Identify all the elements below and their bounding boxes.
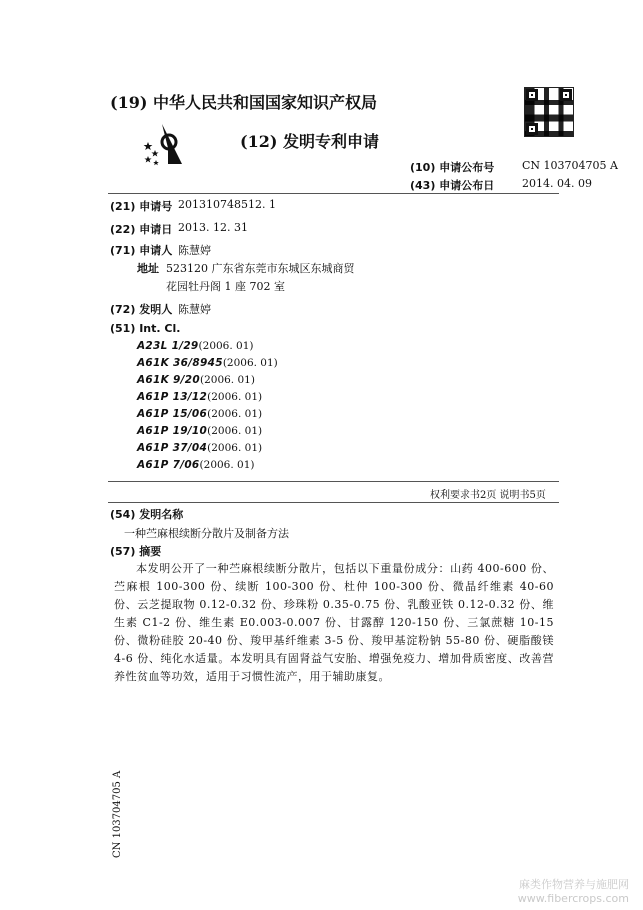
invention-title-label: (54) 发明名称 [110,508,184,521]
publication-date-label: (43) 申请公布日 [410,179,495,192]
ipc-code: A61K 36/8945 [137,357,223,369]
address-line-2: 花园牡丹阁 1 座 702 室 [166,280,285,293]
ipc-code: A61P 7/06 [137,459,200,471]
ipc-code: A61K 9/20 [137,374,200,386]
ipc-entry [137,459,255,471]
inventor-name: 陈慧婷 [178,303,211,316]
application-date-label: (22) 申请日 [110,223,173,236]
address-line-1: 523120 广东省东莞市东城区东城商贸 [166,262,355,275]
ipc-version: (2006. 01) [222,357,278,369]
application-date: 2013. 12. 31 [178,221,248,234]
address-label: 地址 [137,262,159,275]
ipc-entry [137,425,262,437]
ipc-version: (2006. 01) [207,425,263,437]
ipc-entry [137,374,255,386]
side-publication-number: CN 103704705 A [112,770,123,858]
publication-number: CN 103704705 A [522,159,618,172]
application-number: 201310748512. 1 [178,198,276,211]
inventor-label: (72) 发明人 [110,303,173,316]
ipc-entry [137,357,278,369]
ipc-version: (2006. 01) [199,459,255,471]
ipc-version: (2006. 01) [198,340,254,352]
ipc-version: (2006. 01) [199,374,255,386]
ipc-entry [137,442,262,454]
ipc-entry [137,391,262,403]
ipc-code: A61P 13/12 [137,391,208,403]
ipc-version: (2006. 01) [207,442,263,454]
ipc-code: A23L 1/29 [137,340,199,352]
publication-date: 2014. 04. 09 [522,177,592,190]
int-cl-label: (51) Int. Cl. [110,322,181,335]
document-type: (12) 发明专利申请 [240,132,379,151]
qr-code-icon [524,87,574,137]
cnipa-logo-icon [140,120,188,168]
divider-middle [108,481,559,482]
ipc-entry [137,408,262,420]
page-count-info: 权利要求书2页 说明书5页 [430,490,546,501]
divider-lower [108,502,559,503]
divider-top [108,193,559,194]
watermark-url: www.fibercrops.com [517,892,629,905]
applicant-name: 陈慧婷 [178,244,211,257]
ipc-version: (2006. 01) [207,391,263,403]
ipc-version: (2006. 01) [207,408,263,420]
application-number-label: (21) 申请号 [110,200,173,213]
abstract-text: 本发明公开了一种苎麻根续断分散片，包括以下重量份成分：山药 400-600 份、苎麻根 100-300 份、续断 100-300 份、杜仲 100-300 份、微晶纤维素 40-60 份、云芝提取物 0.12-0.32 份、珍珠粉 0.35-0.75 份、乳酸亚铁 0.12-0.32 份、维生素 C1-2 份、维生素 E0.003-0.007 份、甘露醇 120-150 份、三氯蔗糖 10-15 份、微粉硅胶 20-40 份、羧甲基纤维素 3-5 份、羧甲基淀粉钠 55-80 份、硬脂酸镁 4-6 份、纯化水适量。本发明具有固肾益气安胎、增强免疫力、增加骨质密度、改善营养性贫血等功效，适用于习惯性流产，用于辅助康复。 [114,562,554,683]
patent-office: (19) 中华人民共和国国家知识产权局 [110,93,377,112]
applicant-label: (71) 申请人 [110,244,173,257]
ipc-entry [137,340,254,352]
ipc-code: A61P 37/04 [137,442,208,454]
invention-title: 一种苎麻根续断分散片及制备方法 [124,527,289,540]
publication-number-label: (10) 申请公布号 [410,161,495,174]
abstract-body [114,560,554,686]
watermark-site-name: 麻类作物营养与施肥网 [519,878,629,891]
ipc-code: A61P 15/06 [137,408,208,420]
abstract-label: (57) 摘要 [110,545,162,558]
ipc-code: A61P 19/10 [137,425,208,437]
